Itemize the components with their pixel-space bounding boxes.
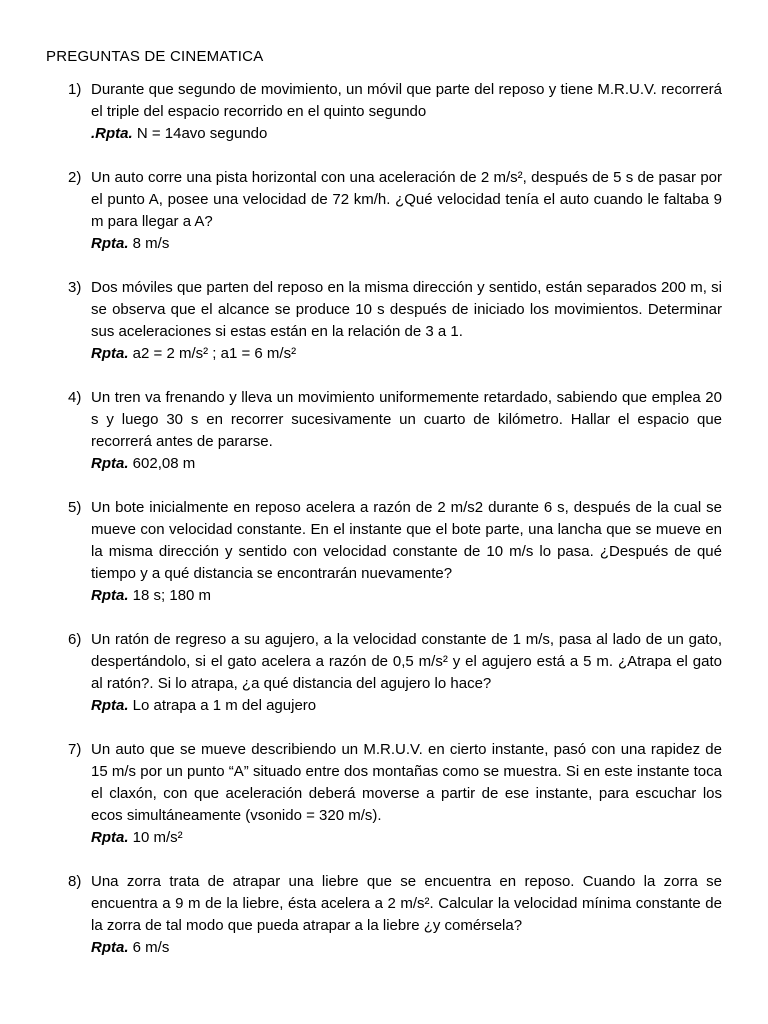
answer-line bbox=[91, 827, 722, 849]
question-text: Durante que segundo de movimiento, un móvil que parte del reposo y tiene M.R.U.V. recorrerá el triple del espacio recorrido en el quinto segundo bbox=[91, 81, 722, 120]
answer-line bbox=[91, 343, 722, 365]
answer-line bbox=[91, 453, 722, 475]
answer-value: Lo atrapa a 1 m del agujero bbox=[132, 697, 317, 714]
question-text: Dos móviles que parten del reposo en la misma dirección y sentido, están separados 200 m, si se observa que el alcance se produce 10 s después de iniciado los movimientos. Determinar sus aceleraciones si estas están en la relación de 3 a 1. bbox=[91, 279, 722, 340]
question-5 bbox=[46, 497, 722, 607]
answer-label: Rpta. bbox=[91, 235, 129, 252]
question-3 bbox=[46, 277, 722, 365]
question-text: Un bote inicialmente en reposo acelera a razón de 2 m/s2 durante 6 s, después de la cual se mueve con velocidad constante. En el instante que el bote parte, una lancha que se mueve en la misma dirección y sentido con velocidad constante de 10 m/s lo pasa. ¿Después de qué tiempo y a qué distancia se encontrarán nuevamente? bbox=[91, 499, 722, 582]
question-body bbox=[91, 79, 722, 145]
answer-value: 10 m/s² bbox=[132, 829, 183, 846]
question-8 bbox=[46, 871, 722, 959]
answer-value: 602,08 m bbox=[132, 455, 196, 472]
question-number: 7) bbox=[68, 741, 82, 758]
question-2 bbox=[46, 167, 722, 255]
question-body bbox=[91, 497, 722, 607]
answer-label: Rpta. bbox=[91, 345, 129, 362]
answer-line bbox=[91, 123, 722, 145]
answer-label: Rpta. bbox=[91, 939, 129, 956]
question-number: 8) bbox=[68, 873, 82, 890]
question-body bbox=[91, 387, 722, 475]
question-number: 2) bbox=[68, 169, 82, 186]
question-text: Un tren va frenando y lleva un movimiento uniformemente retardado, sabiendo que emplea 20 s y luego 30 s en recorrer sucesivamente un cuarto de kilómetro. Hallar el espacio que recorrerá antes de pararse. bbox=[91, 389, 722, 450]
question-body bbox=[91, 739, 722, 849]
question-7 bbox=[46, 739, 722, 849]
answer-value: 8 m/s bbox=[132, 235, 170, 252]
question-body bbox=[91, 629, 722, 717]
question-body bbox=[91, 277, 722, 365]
answer-value: 18 s; 180 m bbox=[132, 587, 212, 604]
answer-value: N = 14avo segundo bbox=[136, 125, 268, 142]
answer-label: .Rpta. bbox=[91, 125, 133, 142]
answer-label: Rpta. bbox=[91, 697, 129, 714]
question-body bbox=[91, 871, 722, 959]
answer-value: 6 m/s bbox=[132, 939, 170, 956]
answer-line bbox=[91, 585, 722, 607]
answer-label: Rpta. bbox=[91, 455, 129, 472]
question-text: Una zorra trata de atrapar una liebre que se encuentra en reposo. Cuando la zorra se encuentra a 9 m de la liebre, ésta acelera a 2 m/s². Calcular la velocidad mínima constante de la zorra de tal modo que pueda atrapar a la liebre ¿y comérsela? bbox=[91, 873, 722, 934]
question-number: 6) bbox=[68, 631, 82, 648]
question-text: Un ratón de regreso a su agujero, a la velocidad constante de 1 m/s, pasa al lado de un gato, despertándolo, si el gato acelera a razón de 0,5 m/s² y el agujero está a 5 m. ¿Atrapa el gato al ratón?. Si lo atrapa, ¿a qué distancia del agujero lo hace? bbox=[91, 631, 722, 692]
question-number: 5) bbox=[68, 499, 82, 516]
question-text: Un auto corre una pista horizontal con una aceleración de 2 m/s², después de 5 s de pasar por el punto A, posee una velocidad de 72 km/h. ¿Qué velocidad tenía el auto cuando le faltaba 9 m para llegar a A? bbox=[91, 169, 722, 230]
document-title: PREGUNTAS DE CINEMATICA bbox=[46, 48, 264, 65]
question-number: 1) bbox=[68, 81, 82, 98]
question-text: Un auto que se mueve describiendo un M.R.U.V. en cierto instante, pasó con una rapidez de 15 m/s por un punto “A” situado entre dos montañas como se muestra. Si en este instante toca el claxón, con que aceleración deberá moverse a partir de ese instante, para escuchar los ecos simultáneamente (vsonido = 320 m/s). bbox=[91, 741, 722, 824]
answer-value: a2 = 2 m/s² ; a1 = 6 m/s² bbox=[132, 345, 297, 362]
question-6 bbox=[46, 629, 722, 717]
question-number: 3) bbox=[68, 279, 82, 296]
question-1 bbox=[46, 79, 722, 145]
answer-line bbox=[91, 233, 722, 255]
answer-label: Rpta. bbox=[91, 587, 129, 604]
answer-line bbox=[91, 695, 722, 717]
question-4 bbox=[46, 387, 722, 475]
question-body bbox=[91, 167, 722, 255]
answer-label: Rpta. bbox=[91, 829, 129, 846]
answer-line bbox=[91, 937, 722, 959]
question-number: 4) bbox=[68, 389, 82, 406]
